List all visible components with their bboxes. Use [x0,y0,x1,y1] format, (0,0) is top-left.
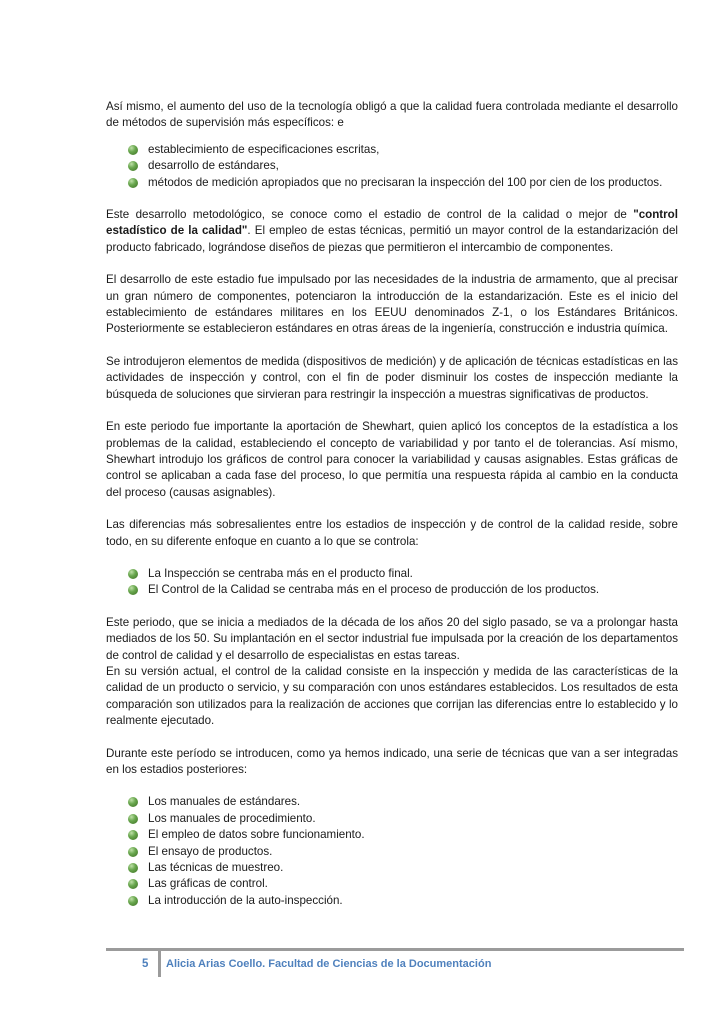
paragraph-4: Se introdujeron elementos de medida (dispositivos de medición) y de aplicación de técnicas estadísticas en las actividades de inspección y control, con el fin de poder disminuir los costes de inspección mediante la búsqueda de soluciones que sirvieran para restringir la inspección a muestras significativas de productos. [106,354,678,401]
bullet-icon [128,797,138,807]
list-item: desarrollo de estándares, [128,158,678,174]
list-item: Las técnicas de muestreo. [128,860,678,876]
paragraph-8: En su versión actual, el control de la calidad consiste en la inspección y medida de las características de la calidad de un producto o servicio, y su comparación con unos estándares establecidos. Los resultados de esta comparación son utilizados para la realización de acciones que corrijan las diferencias entre lo establecido y lo realmente ejecutado. [106,664,678,728]
list-item: Las gráficas de control. [128,876,678,892]
bullet-icon [128,879,138,889]
bullet-icon [128,145,138,155]
bullet-icon [128,178,138,188]
bullet-icon [128,569,138,579]
paragraph-2: Este desarrollo metodológico, se conoce como el estadio de control de la calidad o mejor de "control estadístico de la calidad". El empleo de estas técnicas, permitió un mayor control de la estandarización del producto fabricado, lográndose diseños de piezas que permitieron el intercambio de componentes. [106,208,678,254]
page-number: 5 [142,958,149,970]
list-item: El ensayo de productos. [128,844,678,860]
page-footer [106,948,684,977]
bullet-icon [128,161,138,171]
paragraph-5: En este periodo fue importante la aportación de Shewhart, quien aplicó los conceptos de la estadística a los problemas de la calidad, estableciendo el concepto de variabilidad y por tanto el de tolerancias. Así mismo, Shewhart introdujo los gráficos de control para conocer la variabilidad y causas asignables. Estas gráficas de control se aplicaban a cada fase del proceso, lo que permitía una respuesta rápida al cambio en la conducta del proceso (causas asignables). [106,420,678,499]
paragraph-9: Durante este período se introducen, como ya hemos indicado, una serie de técnicas que van a ser integradas en los estadios posteriores: [106,746,678,776]
bold-term: "control estadístico de la calidad" [106,208,678,238]
list-item: La introducción de la auto-inspección. [128,893,678,909]
footer-author: Alicia Arias Coello. Facultad de Ciencias de la Documentación [166,958,492,970]
bullet-icon [128,896,138,906]
list-item: métodos de medición apropiados que no precisaran la inspección del 100 por cien de los productos. [128,175,678,191]
page-body [106,99,678,925]
bullet-icon [128,830,138,840]
list-item: El Control de la Calidad se centraba más en el proceso de producción de los productos. [128,582,678,598]
bullet-list-2 [106,566,678,599]
bullet-icon [128,585,138,595]
list-item: Los manuales de procedimiento. [128,811,678,827]
bullet-list-3 [106,794,678,909]
list-item: La Inspección se centraba más en el producto final. [128,566,678,582]
paragraph-3: El desarrollo de este estadio fue impulsado por las necesidades de la industria de armamento, que al precisar un gran número de componentes, potenciaron la introducción de la estandarización. Este es el inicio del establecimiento de estándares militares en los EEUU denominados Z-1, o los Estándares Británicos. Posteriormente se establecieron estándares en otras áreas de la ingeniería, construcción e industria química. [106,273,678,336]
footer-divider [158,951,161,977]
list-item: establecimiento de especificaciones escritas, [128,142,678,158]
paragraph-6: Las diferencias más sobresalientes entre los estadios de inspección y de control de la calidad reside, sobre todo, en su diferente enfoque en cuanto a lo que se controla: [106,518,678,548]
bullet-icon [128,863,138,873]
bullet-icon [128,847,138,857]
bullet-icon [128,814,138,824]
list-item: Los manuales de estándares. [128,794,678,810]
paragraph-1: Así mismo, el aumento del uso de la tecnología obligó a que la calidad fuera controlada mediante el desarrollo de métodos de supervisión más específicos: e [106,100,678,130]
bullet-list-1 [106,142,678,191]
list-item: El empleo de datos sobre funcionamiento. [128,827,678,843]
paragraph-7: Este periodo, que se inicia a mediados de la década de los años 20 del siglo pasado, se va a prolongar hasta mediados de los 50. Su implantación en el sector industrial fue impulsada por la creación de los departamentos de control de calidad y el desarrollo de especialistas en estas tareas. [106,615,678,662]
